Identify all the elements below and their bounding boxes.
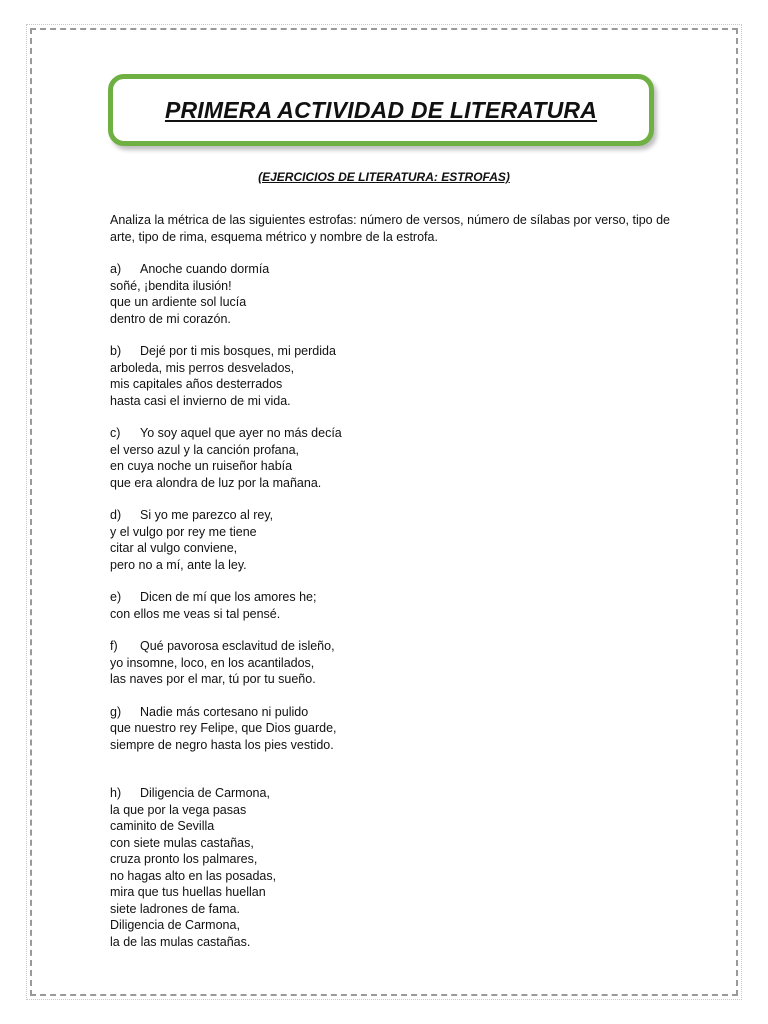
verse-text: Diligencia de Carmona, — [110, 918, 240, 932]
verse-line — [110, 737, 670, 754]
verse-line — [110, 704, 670, 721]
verse-text: la que por la vega pasas — [110, 802, 247, 817]
verse-line — [110, 901, 670, 918]
verse-text: Diligencia de Carmona, — [140, 786, 270, 800]
verse-text: arboleda, mis perros desvelados, — [110, 360, 295, 375]
verse-text: siempre de negro hasta los pies vestido. — [110, 737, 334, 752]
exercise-list — [110, 261, 670, 950]
verse-text: caminito de Sevilla — [110, 819, 215, 833]
verse-text: cruza pronto los palmares, — [110, 852, 258, 866]
verse-line — [110, 376, 670, 393]
verse-line — [110, 671, 670, 688]
verse-line — [110, 655, 670, 672]
verse-line — [110, 524, 670, 541]
verse-text: en cuya noche un ruiseñor había — [110, 459, 293, 473]
exercise-item — [110, 785, 670, 950]
verse-text: Dejé por ti mis bosques, mi perdida — [140, 344, 336, 358]
verse-text: mis capitales años desterrados — [110, 377, 283, 391]
exercise-item — [110, 425, 670, 491]
page-subtitle: (EJERCICIOS DE LITERATURA: ESTROFAS) — [258, 170, 510, 184]
verse-text: dentro de mi corazón. — [110, 311, 231, 326]
verse-text: pero no a mí, ante la ley. — [110, 557, 247, 572]
verse-text: yo insomne, loco, en los acantilados, — [110, 655, 315, 670]
page-title: PRIMERA ACTIVIDAD DE LITERATURA — [164, 96, 598, 123]
verse-text: que un ardiente sol lucía — [110, 295, 247, 309]
verse-line — [110, 720, 670, 737]
verse-text: Anoche cuando dormía — [140, 262, 270, 276]
verse-text: no hagas alto en las posadas, — [110, 868, 277, 883]
item-marker: d) — [110, 508, 122, 522]
exercise-item — [110, 343, 670, 409]
verse-line — [110, 311, 670, 328]
verse-text: citar al vulgo conviene, — [110, 541, 238, 555]
item-marker: e) — [110, 590, 122, 604]
verse-text: siete ladrones de fama. — [110, 901, 240, 916]
verse-line — [110, 917, 670, 934]
verse-line — [110, 393, 670, 410]
verse-text: las naves por el mar, tú por tu sueño. — [110, 672, 316, 686]
item-marker: f) — [110, 639, 118, 653]
verse-line — [110, 934, 670, 951]
verse-text: con ellos me veas si tal pensé. — [110, 606, 281, 621]
verse-line — [110, 868, 670, 885]
verse-text: Yo soy aquel que ayer no más decía — [140, 426, 342, 440]
verse-text: que nuestro rey Felipe, que Dios guarde, — [110, 721, 337, 735]
verse-line — [110, 261, 670, 278]
instructions-text: Analiza la métrica de las siguientes estrofas: número de versos, número de sílabas por verso, tipo de arte, tipo de rima, esquema métrico y nombre de la estrofa. — [110, 213, 671, 244]
verse-line — [110, 343, 670, 360]
verse-line — [110, 557, 670, 574]
item-marker: g) — [110, 704, 122, 719]
verse-line — [110, 589, 670, 606]
verse-line — [110, 425, 670, 442]
verse-line — [110, 851, 670, 868]
verse-line — [110, 785, 670, 802]
verse-line — [110, 294, 670, 311]
verse-line — [110, 360, 670, 377]
verse-line — [110, 606, 670, 623]
verse-text: que era alondra de luz por la mañana. — [110, 475, 322, 490]
item-marker: a) — [110, 262, 122, 276]
verse-line — [110, 475, 670, 492]
verse-text: Si yo me parezco al rey, — [140, 508, 274, 522]
exercise-item — [110, 589, 670, 622]
verse-line — [110, 507, 670, 524]
verse-line — [110, 802, 670, 819]
verse-line — [110, 540, 670, 557]
verse-line — [110, 458, 670, 475]
verse-line — [110, 278, 670, 295]
verse-text: con siete mulas castañas, — [110, 835, 254, 850]
exercise-item — [110, 507, 670, 573]
verse-line — [110, 638, 670, 655]
verse-text: el verso azul y la canción profana, — [110, 442, 299, 457]
verse-line — [110, 442, 670, 459]
verse-text: Dicen de mí que los amores he; — [140, 590, 317, 604]
verse-line — [110, 835, 670, 852]
verse-line — [110, 884, 670, 901]
exercise-item — [110, 261, 670, 327]
verse-text: mira que tus huellas huellan — [110, 885, 266, 899]
verse-line — [110, 818, 670, 835]
verse-text: hasta casi el invierno de mi vida. — [110, 393, 291, 408]
verse-text: Qué pavorosa esclavitud de isleño, — [140, 639, 335, 653]
exercise-item — [110, 704, 670, 754]
item-marker: b) — [110, 344, 122, 358]
document-body — [110, 212, 670, 966]
verse-text: la de las mulas castañas. — [110, 934, 251, 949]
verse-text: soñé, ¡bendita ilusión! — [110, 278, 232, 293]
verse-text: y el vulgo por rey me tiene — [110, 524, 257, 539]
exercise-item — [110, 638, 670, 688]
verse-text: Nadie más cortesano ni pulido — [140, 704, 309, 719]
item-marker: h) — [110, 786, 122, 800]
item-marker: c) — [110, 426, 121, 440]
title-box — [108, 74, 654, 146]
